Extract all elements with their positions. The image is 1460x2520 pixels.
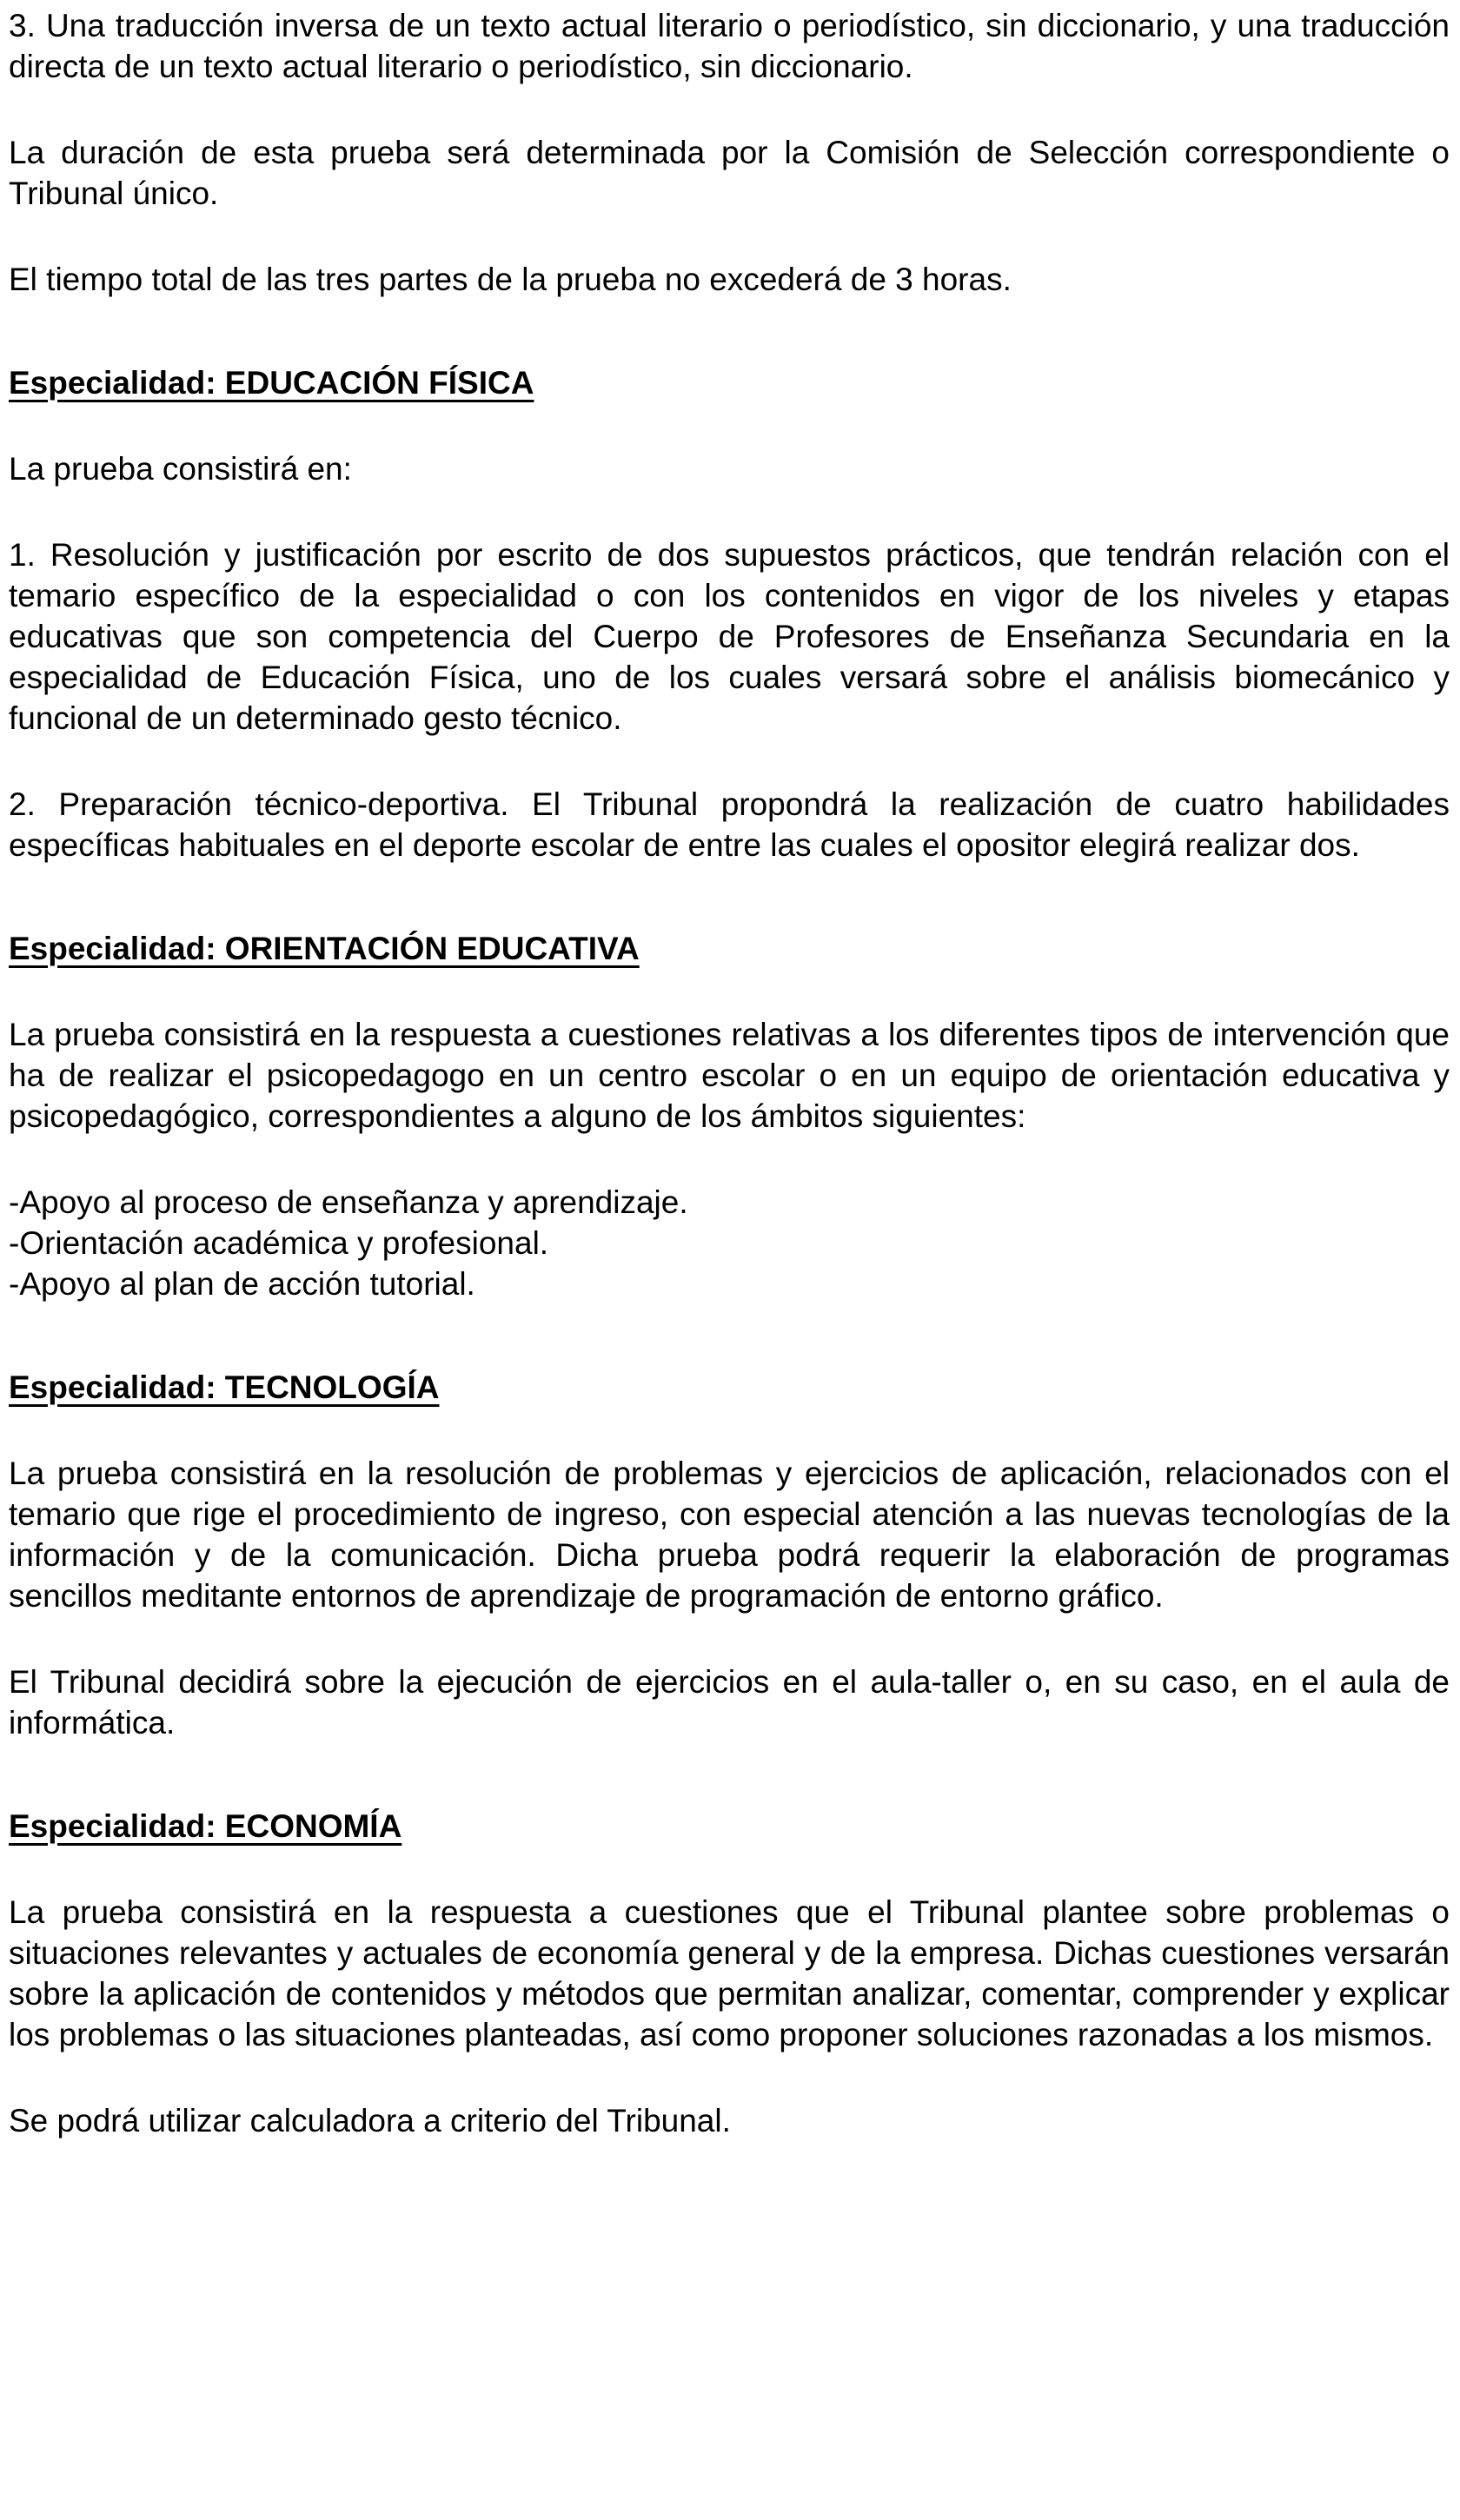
paragraph-duracion: La duración de esta prueba será determinada por la Comisión de Selección correspondiente o Tribunal único. [9, 135, 1450, 211]
paragraph-ef-punto-2: 2. Preparación técnico-deportiva. El Tribunal propondrá la realización de cuatro habilidades específicas habituales en el deporte escolar de entre las cuales el opositor elegirá realizar dos. [9, 786, 1450, 863]
paragraph-ef-punto-1: 1. Resolución y justificación por escrito de dos supuestos prácticos, que tendrán relación con el temario específico de la especialidad o con los contenidos en vigor de los niveles y etapas educativas que son competencia del Cuerpo de Profesores de Enseñanza Secundaria en la especialidad de Educación Física, uno de los cuales versará sobre el análisis biomecánico y funcional de un determinado gesto técnico. [9, 537, 1450, 736]
heading-economia: Especialidad: ECONOMÍA [9, 1808, 402, 1844]
paragraph-eco-calculadora: Se podrá utilizar calculadora a criterio del Tribunal. [9, 2103, 731, 2139]
heading-orientacion-educativa: Especialidad: ORIENTACIÓN EDUCATIVA [9, 931, 640, 966]
ambitos-list-item: -Orientación académica y profesional. [9, 1225, 549, 1261]
paragraph-ef-intro: La prueba consistirá en: [9, 451, 352, 487]
paragraph-oe-intro: La prueba consistirá en la respuesta a cuestiones relativas a los diferentes tipos de intervención que ha de realizar el psicopedagogo en un centro escolar o en un equipo de orientación educativa y psicopedagógico, correspondientes a alguno de los ámbitos siguientes: [9, 1017, 1450, 1134]
paragraph-tec-prueba: La prueba consistirá en la resolución de problemas y ejercicios de aplicación, relacionados con el temario que rige el procedimiento de ingreso, con especial atención a las nuevas tecnologías de la información y de la comunicación. Dicha prueba podrá requerir la elaboración de programas sencillos meditante entornos de aprendizaje de programación de entorno gráfico. [9, 1456, 1450, 1614]
heading-educacion-fisica: Especialidad: EDUCACIÓN FÍSICA [9, 365, 534, 401]
heading-tecnologia: Especialidad: TECNOLOGÍA [9, 1369, 440, 1405]
paragraph-tec-tribunal: El Tribunal decidirá sobre la ejecución de ejercicios en el aula-taller o, en su caso, en el aula de informática. [9, 1664, 1450, 1741]
ambitos-list [9, 1182, 1450, 1304]
ambitos-list-item: -Apoyo al plan de acción tutorial. [9, 1266, 475, 1302]
paragraph-tiempo-total: El tiempo total de las tres partes de la prueba no excederá de 3 horas. [9, 262, 1012, 297]
ambitos-list-item: -Apoyo al proceso de enseñanza y aprendizaje. [9, 1184, 688, 1220]
paragraph-eco-prueba: La prueba consistirá en la respuesta a cuestiones que el Tribunal plantee sobre problemas o situaciones relevantes y actuales de economía general y de la empresa. Dichas cuestiones versarán sobre la aplicación de contenidos y métodos que permitan analizar, comentar, comprender y explicar los problemas o las situaciones planteadas, así como proponer soluciones razonadas a los mismos. [9, 1894, 1450, 2052]
paragraph-traduccion: 3. Una traducción inversa de un texto actual literario o periodístico, sin diccionario, y una traducción directa de un texto actual literario o periodístico, sin diccionario. [9, 8, 1450, 84]
